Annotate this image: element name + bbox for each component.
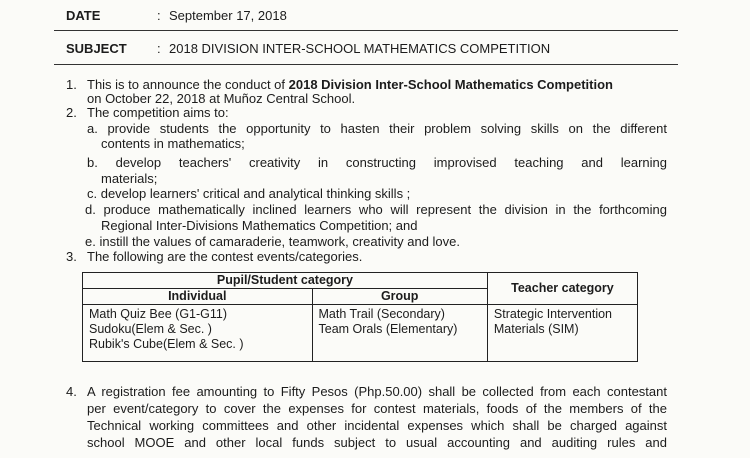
aim-c: c. develop learners' critical and analytical thinking skills ; (87, 186, 411, 201)
item-2-text: The competition aims to: (87, 105, 229, 120)
group-event: Team Orals (Elementary) (318, 322, 458, 336)
individual-event: Rubik's Cube(Elem & Sec. ) (89, 337, 244, 351)
item-1-competition-title: 2018 Division Inter-School Mathematics Competition (288, 77, 613, 92)
aim-a-line-2: contents in mathematics; (101, 136, 245, 151)
item-4-line-3: Technical working committees and other incidental expenses which shall be charged against (87, 418, 667, 433)
item-3-number: 3. (66, 249, 77, 264)
group-events-cell (312, 305, 487, 362)
date-separator: : (157, 8, 161, 23)
item-3-text: The following are the contest events/categories. (87, 249, 363, 264)
header-divider-2 (54, 64, 678, 65)
item-1-line-2: on October 22, 2018 at Muñoz Central School. (87, 91, 356, 106)
pupil-category-header: Pupil/Student category (83, 273, 488, 289)
item-1-text: This is to announce the conduct of (87, 77, 289, 92)
aim-e: e. instill the values of camaraderie, teamwork, creativity and love. (85, 234, 461, 249)
header-divider-1 (54, 30, 678, 31)
table-header-row-1 (83, 273, 638, 289)
teacher-events-cell (487, 305, 637, 362)
date-label: DATE (66, 8, 101, 23)
item-2-number: 2. (66, 105, 77, 120)
item-1-line-1 (87, 77, 613, 92)
individual-event: Sudoku(Elem & Sec. ) (89, 322, 212, 336)
item-4-line-4: school MOOE and other local funds subject to usual accounting and auditing rules and (87, 435, 667, 450)
aim-b-line-1: b. develop teachers' creativity in constructing improvised teaching and learning (87, 155, 667, 170)
aim-b-line-2: materials; (101, 171, 158, 186)
item-1-number: 1. (66, 77, 77, 92)
item-4-number: 4. (66, 384, 77, 399)
individual-event: Math Quiz Bee (G1-G11) (89, 307, 228, 321)
aim-d-line-1: d. produce mathematically inclined learners who will represent the division in the forthcoming (85, 202, 667, 217)
subject-separator: : (157, 41, 161, 56)
group-event: Math Trail (Secondary) (318, 307, 445, 321)
teacher-event: Strategic Intervention (493, 307, 613, 321)
aim-a-line-1: a. provide students the opportunity to hasten their problem solving skills on the different (87, 121, 667, 136)
aim-d-line-2: Regional Inter-Divisions Mathematics Competition; and (101, 218, 418, 233)
contest-events-table (82, 272, 638, 362)
group-header: Group (312, 289, 487, 305)
item-4-line-2: per event/category to cover the expenses for contest materials, foods of the members of the (87, 401, 667, 416)
date-value: September 17, 2018 (169, 8, 287, 23)
individual-events-cell (83, 305, 313, 362)
teacher-category-header: Teacher category (487, 273, 637, 305)
table-row (83, 305, 638, 362)
subject-value: 2018 DIVISION INTER-SCHOOL MATHEMATICS COMPETITION (169, 41, 551, 56)
item-4-line-1: A registration fee amounting to Fifty Pesos (Php.50.00) shall be collected from each contestant (87, 384, 667, 399)
teacher-event: Materials (SIM) (493, 322, 579, 336)
individual-header: Individual (83, 289, 313, 305)
subject-label: SUBJECT (66, 41, 127, 56)
